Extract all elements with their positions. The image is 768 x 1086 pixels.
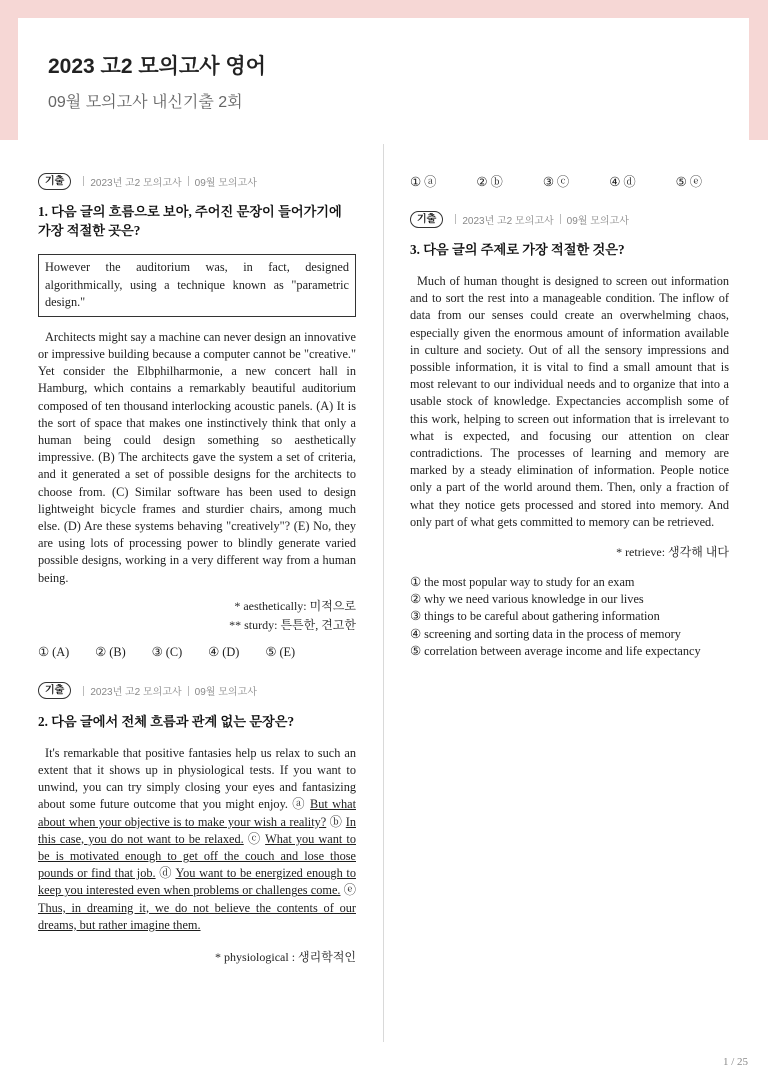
meta-separator xyxy=(560,214,561,224)
question-2 xyxy=(38,682,356,967)
q2-sentence-e: Thus, in dreaming it, we do not believe the contents of our dreams, but rather imagine them. xyxy=(38,900,356,932)
meta-separator xyxy=(455,214,456,224)
q2-choice-5[interactable]: ⑤ ⓔ xyxy=(675,175,703,189)
q1-choice-5[interactable]: ⑤ (E) xyxy=(265,644,296,659)
q2-mark-b: ⓑ xyxy=(329,814,343,829)
q1-choice-3[interactable]: ③ (C) xyxy=(151,644,183,659)
q3-meta-month: 09월 모의고사 xyxy=(566,215,629,227)
q2-meta-month: 09월 모의고사 xyxy=(194,687,257,699)
q2-meta-year: 2023년 고2 모의고사 xyxy=(90,687,182,699)
q3-choice-2[interactable]: ② why we need various knowledge in our lives xyxy=(410,592,644,607)
q1-given-sentence: However the auditorium was, in fact, designed algorithmically, using a technique known as "parametric design." xyxy=(38,254,356,317)
q1-meta xyxy=(38,172,356,190)
q2-choice-3[interactable]: ③ ⓒ xyxy=(542,175,570,189)
q1-choice-1[interactable]: ① (A) xyxy=(38,644,70,659)
q1-title: 1. 다음 글의 흐름으로 보아, 주어진 문장이 들어가기에 가장 적절한 곳은? xyxy=(38,204,342,238)
q3-notes xyxy=(410,543,729,562)
column-divider xyxy=(383,144,384,1042)
q3-meta xyxy=(410,210,729,228)
q2-choice-2[interactable]: ② ⓑ xyxy=(476,175,503,189)
q2-notes xyxy=(38,948,356,967)
q2-mark-d: ⓓ xyxy=(159,866,173,881)
question-1 xyxy=(38,172,356,660)
q2-intro: It's remarkable that positive fantasies help us relax to such an extent that it shows up in physiological tests. If you want to unwind, you can try simply closing your eyes and fantasizing about some future outcome that you might enjoy. xyxy=(38,745,356,812)
q2-sentence-d: You want to be energized enough to keep you interested even when problems or challenges come. xyxy=(38,866,356,898)
q1-passage: Architects might say a machine can never design an innovative or impressive building because a computer cannot be "creative." Yet consider the Elbphilharmonie, a new concert hall in Hamburg, which contains a remarkably beautiful auditorium composed of ten thousand interlocking acoustic panels. (A) It is the sort of space that makes one instinctively think that only a human being could design something so aesthetically impressive. (B) The architects gave the system a set of criteria, and it generated a set of possible designs for the architects to choose from. (C) Similar software has been used to design lightweight bicycle frames and sturdier chairs, among much else. (D) Are these systems behaving "creatively"? (E) No, they are using lots of processing power to blindly generate varied possible designs, working in a very different way from a human being. xyxy=(38,329,356,585)
q3-note: * retrieve: 생각해 내다 xyxy=(616,545,729,560)
q1-meta-year: 2023년 고2 모의고사 xyxy=(90,177,182,189)
q1-notes xyxy=(38,597,356,635)
q2-sentence-c: What you want to be is motivated enough to get off the couch and lose those pounds or find that job. xyxy=(38,831,357,881)
q2-sentence-a: But what about when your objective is to make your wish a reality? xyxy=(38,797,356,829)
q3-meta-year: 2023년 고2 모의고사 xyxy=(462,215,554,227)
q3-choice-4[interactable]: ④ screening and sorting data in the process of memory xyxy=(410,626,681,641)
q2-choices xyxy=(410,172,729,190)
page-number: 1 / 25 xyxy=(722,1056,748,1068)
q2-mark-e: ⓔ xyxy=(343,883,356,898)
q1-choice-4[interactable]: ④ (D) xyxy=(208,644,240,659)
page-subtitle: 09월 모의고사 내신기출 2회 xyxy=(48,94,243,111)
q2-choice-4[interactable]: ④ ⓓ xyxy=(609,175,636,189)
q2-meta xyxy=(38,682,356,700)
q3-choice-3[interactable]: ③ things to be careful about gathering information xyxy=(410,609,660,624)
left-column xyxy=(38,172,356,967)
meta-separator xyxy=(83,686,84,696)
q2-badge: 기출 xyxy=(38,682,71,699)
q1-badge: 기출 xyxy=(38,173,71,190)
q2-mark-c: ⓒ xyxy=(247,831,262,846)
right-column xyxy=(410,172,729,660)
q1-note-2: ** sturdy: 튼튼한, 견고한 xyxy=(229,617,356,632)
q2-passage xyxy=(38,745,356,934)
question-3 xyxy=(410,210,729,660)
q2-note: * physiological : 생리학적인 xyxy=(215,950,356,965)
q1-meta-month: 09월 모의고사 xyxy=(194,177,257,189)
q3-choices xyxy=(410,574,729,660)
page-title: 2023 고2 모의고사 영어 xyxy=(48,55,266,78)
q3-choice-1[interactable]: ① the most popular way to study for an exam xyxy=(410,575,635,590)
meta-separator xyxy=(188,176,189,186)
q1-choices xyxy=(38,645,356,660)
q2-title: 2. 다음 글에서 전체 흐름과 관계 없는 문장은? xyxy=(38,713,295,729)
q2-choice-1[interactable]: ① ⓐ xyxy=(410,175,437,189)
q3-choice-5[interactable]: ⑤ correlation between average income and life expectancy xyxy=(410,643,701,658)
q3-badge: 기출 xyxy=(410,211,443,228)
meta-separator xyxy=(188,686,189,696)
q1-note-1: * aesthetically: 미적으로 xyxy=(234,598,356,613)
q3-passage: Much of human thought is designed to screen out information and to sort the rest into a manageable condition. The inflow of data from our senses could create an overwhelming chaos, especially given the enormous amount of information available in culture and society. Out of all the sensory impressions and possible information, it is vital to find a small amount that is most relevant to our individual needs and to organize that into a usable stock of knowledge. Expectancies accomplish some of this work, helping to screen out information that is irrelevant to what is expected, and focusing our attention on clear contradictions. The processes of learning and memory are marked by a steady elimination of information. People notice only a part of the world around them. Then, only a fraction of what they notice gets processed and stored into memory. And only part of what gets committed to memory can be retrieved. xyxy=(410,274,729,529)
q2-sentence-b: In this case, you do not want to be relaxed. xyxy=(38,814,356,846)
meta-separator xyxy=(83,176,84,186)
q3-title: 3. 다음 글의 주제로 가장 적절한 것은? xyxy=(410,242,625,257)
q2-mark-a: ⓐ xyxy=(292,797,306,812)
q1-choice-2[interactable]: ② (B) xyxy=(95,644,126,659)
